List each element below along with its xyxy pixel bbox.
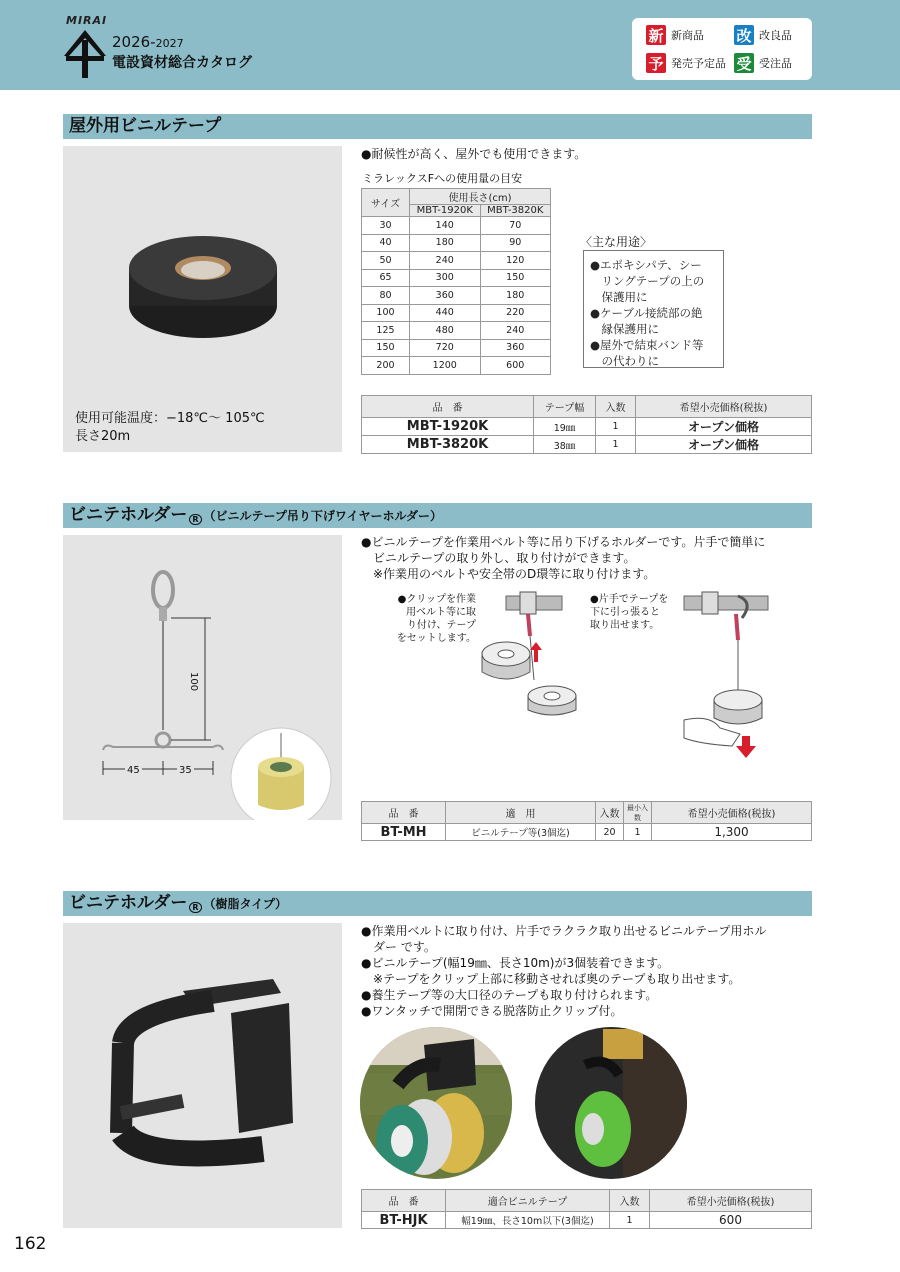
main-use-line: 保護用に bbox=[590, 290, 648, 304]
description-line: ダー です。 bbox=[361, 940, 436, 954]
step2-illustration-icon bbox=[680, 588, 800, 760]
main-use-line: の代わりに bbox=[590, 354, 659, 368]
holder-in-use-photo-2 bbox=[533, 1025, 689, 1181]
description-line: ビニルテープの取り外し、取り付けができます。 bbox=[361, 551, 636, 565]
usage-header-length: 使用長さ(cm) bbox=[410, 189, 551, 205]
main-use-line: ●ケーブル接続部の絶 bbox=[590, 306, 703, 320]
resin-holder-drawing-icon bbox=[63, 923, 342, 1228]
usage-header-size: サイズ bbox=[362, 189, 410, 217]
description-line: ●養生テープ等の大口径のテープも取り付けられます。 bbox=[361, 988, 658, 1002]
header-qty: 入数 bbox=[596, 802, 624, 824]
dimension-left: 45 bbox=[127, 765, 140, 776]
step2-caption: ●片手でテープを 下に引っ張ると 取り出せます。 bbox=[590, 594, 669, 631]
resin-holder-photo bbox=[63, 923, 342, 1228]
wire-holder-photo bbox=[63, 535, 342, 820]
description-line: ●作業用ベルトに取り付け、片手でラクラク取り出せるビニルテープ用ホル bbox=[361, 924, 767, 938]
description-line: ●ビニルテープ(幅19㎜、長さ10m)が3個装着できます。 bbox=[361, 956, 670, 970]
legend-improved: 改 改良品 bbox=[734, 25, 792, 45]
section1-title: 屋外用ビニルテープ bbox=[63, 114, 812, 139]
usage-header-col1: MBT-1920K bbox=[410, 205, 481, 217]
usage-table-title: ミラレックスFへの使用量の目安 bbox=[362, 172, 523, 185]
usage-table bbox=[361, 188, 551, 375]
table-row: BT-MH ビニルテープ等(3個迄) 20 1 1,300 bbox=[362, 824, 812, 841]
catalog-year: 2026-2027 bbox=[112, 33, 184, 51]
table-row: 65 300 150 bbox=[362, 269, 551, 287]
catalog-title: 電設資材総合カタログ bbox=[112, 55, 252, 71]
usage-header-col2: MBT-3820K bbox=[480, 205, 551, 217]
product-table-1 bbox=[361, 395, 812, 454]
description-line: ※作業用のベルトや安全帯のD環等に取り付けます。 bbox=[361, 567, 656, 581]
section3-title: ビニテホルダー R （樹脂タイプ） bbox=[63, 891, 812, 916]
legend-box bbox=[632, 18, 812, 80]
legend-new: 新 新商品 bbox=[646, 25, 704, 45]
header-part-no: 品 番 bbox=[362, 1190, 446, 1212]
table-row: 80 360 180 bbox=[362, 287, 551, 305]
header-part-no: 品 番 bbox=[362, 396, 534, 418]
table-row: 50 240 120 bbox=[362, 252, 551, 270]
header-application: 適 用 bbox=[446, 802, 596, 824]
description-line: ●ビニルテープを作業用ベルト等に吊り下げるホルダーです。片手で簡単に bbox=[361, 535, 766, 549]
table-row: MBT-3820K 38㎜ 1 オープン価格 bbox=[362, 436, 812, 454]
header-qty: 入数 bbox=[596, 396, 636, 418]
table-row: 125 480 240 bbox=[362, 322, 551, 340]
wire-holder-drawing-icon bbox=[63, 535, 342, 820]
section1-feature: ●耐候性が高く、屋外でも使用できます。 bbox=[361, 147, 587, 161]
header-price: 希望小売価格(税抜) bbox=[652, 802, 812, 824]
section2-description bbox=[361, 534, 765, 582]
header-part-no: 品 番 bbox=[362, 802, 446, 824]
section3-description bbox=[361, 923, 766, 1019]
header-qty: 入数 bbox=[610, 1190, 650, 1212]
header-price: 希望小売価格(税抜) bbox=[636, 396, 812, 418]
product-table-3 bbox=[361, 1189, 812, 1229]
header-compatible-tape: 適合ビニルテープ bbox=[446, 1190, 610, 1212]
step1-caption: ●クリップを作業 用ベルト等に取 り付け、テープ をセットします。 bbox=[396, 594, 476, 644]
tape-photo bbox=[63, 146, 342, 452]
table-row: 100 440 220 bbox=[362, 304, 551, 322]
spec-temperature: 使用可能温度：−18℃〜 105℃ bbox=[75, 411, 265, 426]
header-tape-width: テープ幅 bbox=[534, 396, 596, 418]
page-number: 162 bbox=[14, 1234, 47, 1254]
header-min-qty: 最小入数 bbox=[624, 802, 652, 824]
main-use-line: ●屋外で結束バンド等 bbox=[590, 338, 704, 352]
description-line: ※テープをクリップ上部に移動させれば奥のテープも取り出せます。 bbox=[361, 972, 741, 986]
main-use-line: ●エポキシパテ、シー bbox=[590, 258, 702, 272]
holder-in-use-photo-1 bbox=[358, 1025, 514, 1181]
main-use-line: リングテープの上の bbox=[590, 274, 705, 288]
table-row: 200 1200 600 bbox=[362, 357, 551, 375]
main-use-title: 〈主な用途〉 bbox=[580, 235, 653, 249]
table-row: 40 180 90 bbox=[362, 234, 551, 252]
logo-text: MIRAI bbox=[66, 14, 108, 27]
main-use-box bbox=[583, 250, 724, 368]
step1-illustration-icon bbox=[476, 588, 586, 718]
legend-planned: 予 発売予定品 bbox=[646, 53, 726, 73]
dimension-right: 35 bbox=[179, 765, 192, 776]
table-row: 150 720 360 bbox=[362, 339, 551, 357]
header-price: 希望小売価格(税抜) bbox=[650, 1190, 812, 1212]
table-row: 30 140 70 bbox=[362, 217, 551, 235]
table-row: BT-HJK 幅19㎜、長さ10m以下(3個迄) 1 600 bbox=[362, 1212, 812, 1229]
main-use-line: 縁保護用に bbox=[590, 322, 659, 336]
dimension-height: 100 bbox=[188, 672, 199, 692]
table-row: MBT-1920K 19㎜ 1 オープン価格 bbox=[362, 418, 812, 436]
spec-length: 長さ20m bbox=[75, 429, 131, 444]
section2-title: ビニテホルダー R （ビニルテープ吊り下げワイヤーホルダー） bbox=[63, 503, 812, 528]
product-table-2 bbox=[361, 801, 812, 841]
legend-order: 受 受注品 bbox=[734, 53, 792, 73]
black-tape-roll-icon bbox=[63, 146, 342, 396]
description-line: ●ワンタッチで開閉できる脱落防止クリップ付。 bbox=[361, 1004, 623, 1018]
